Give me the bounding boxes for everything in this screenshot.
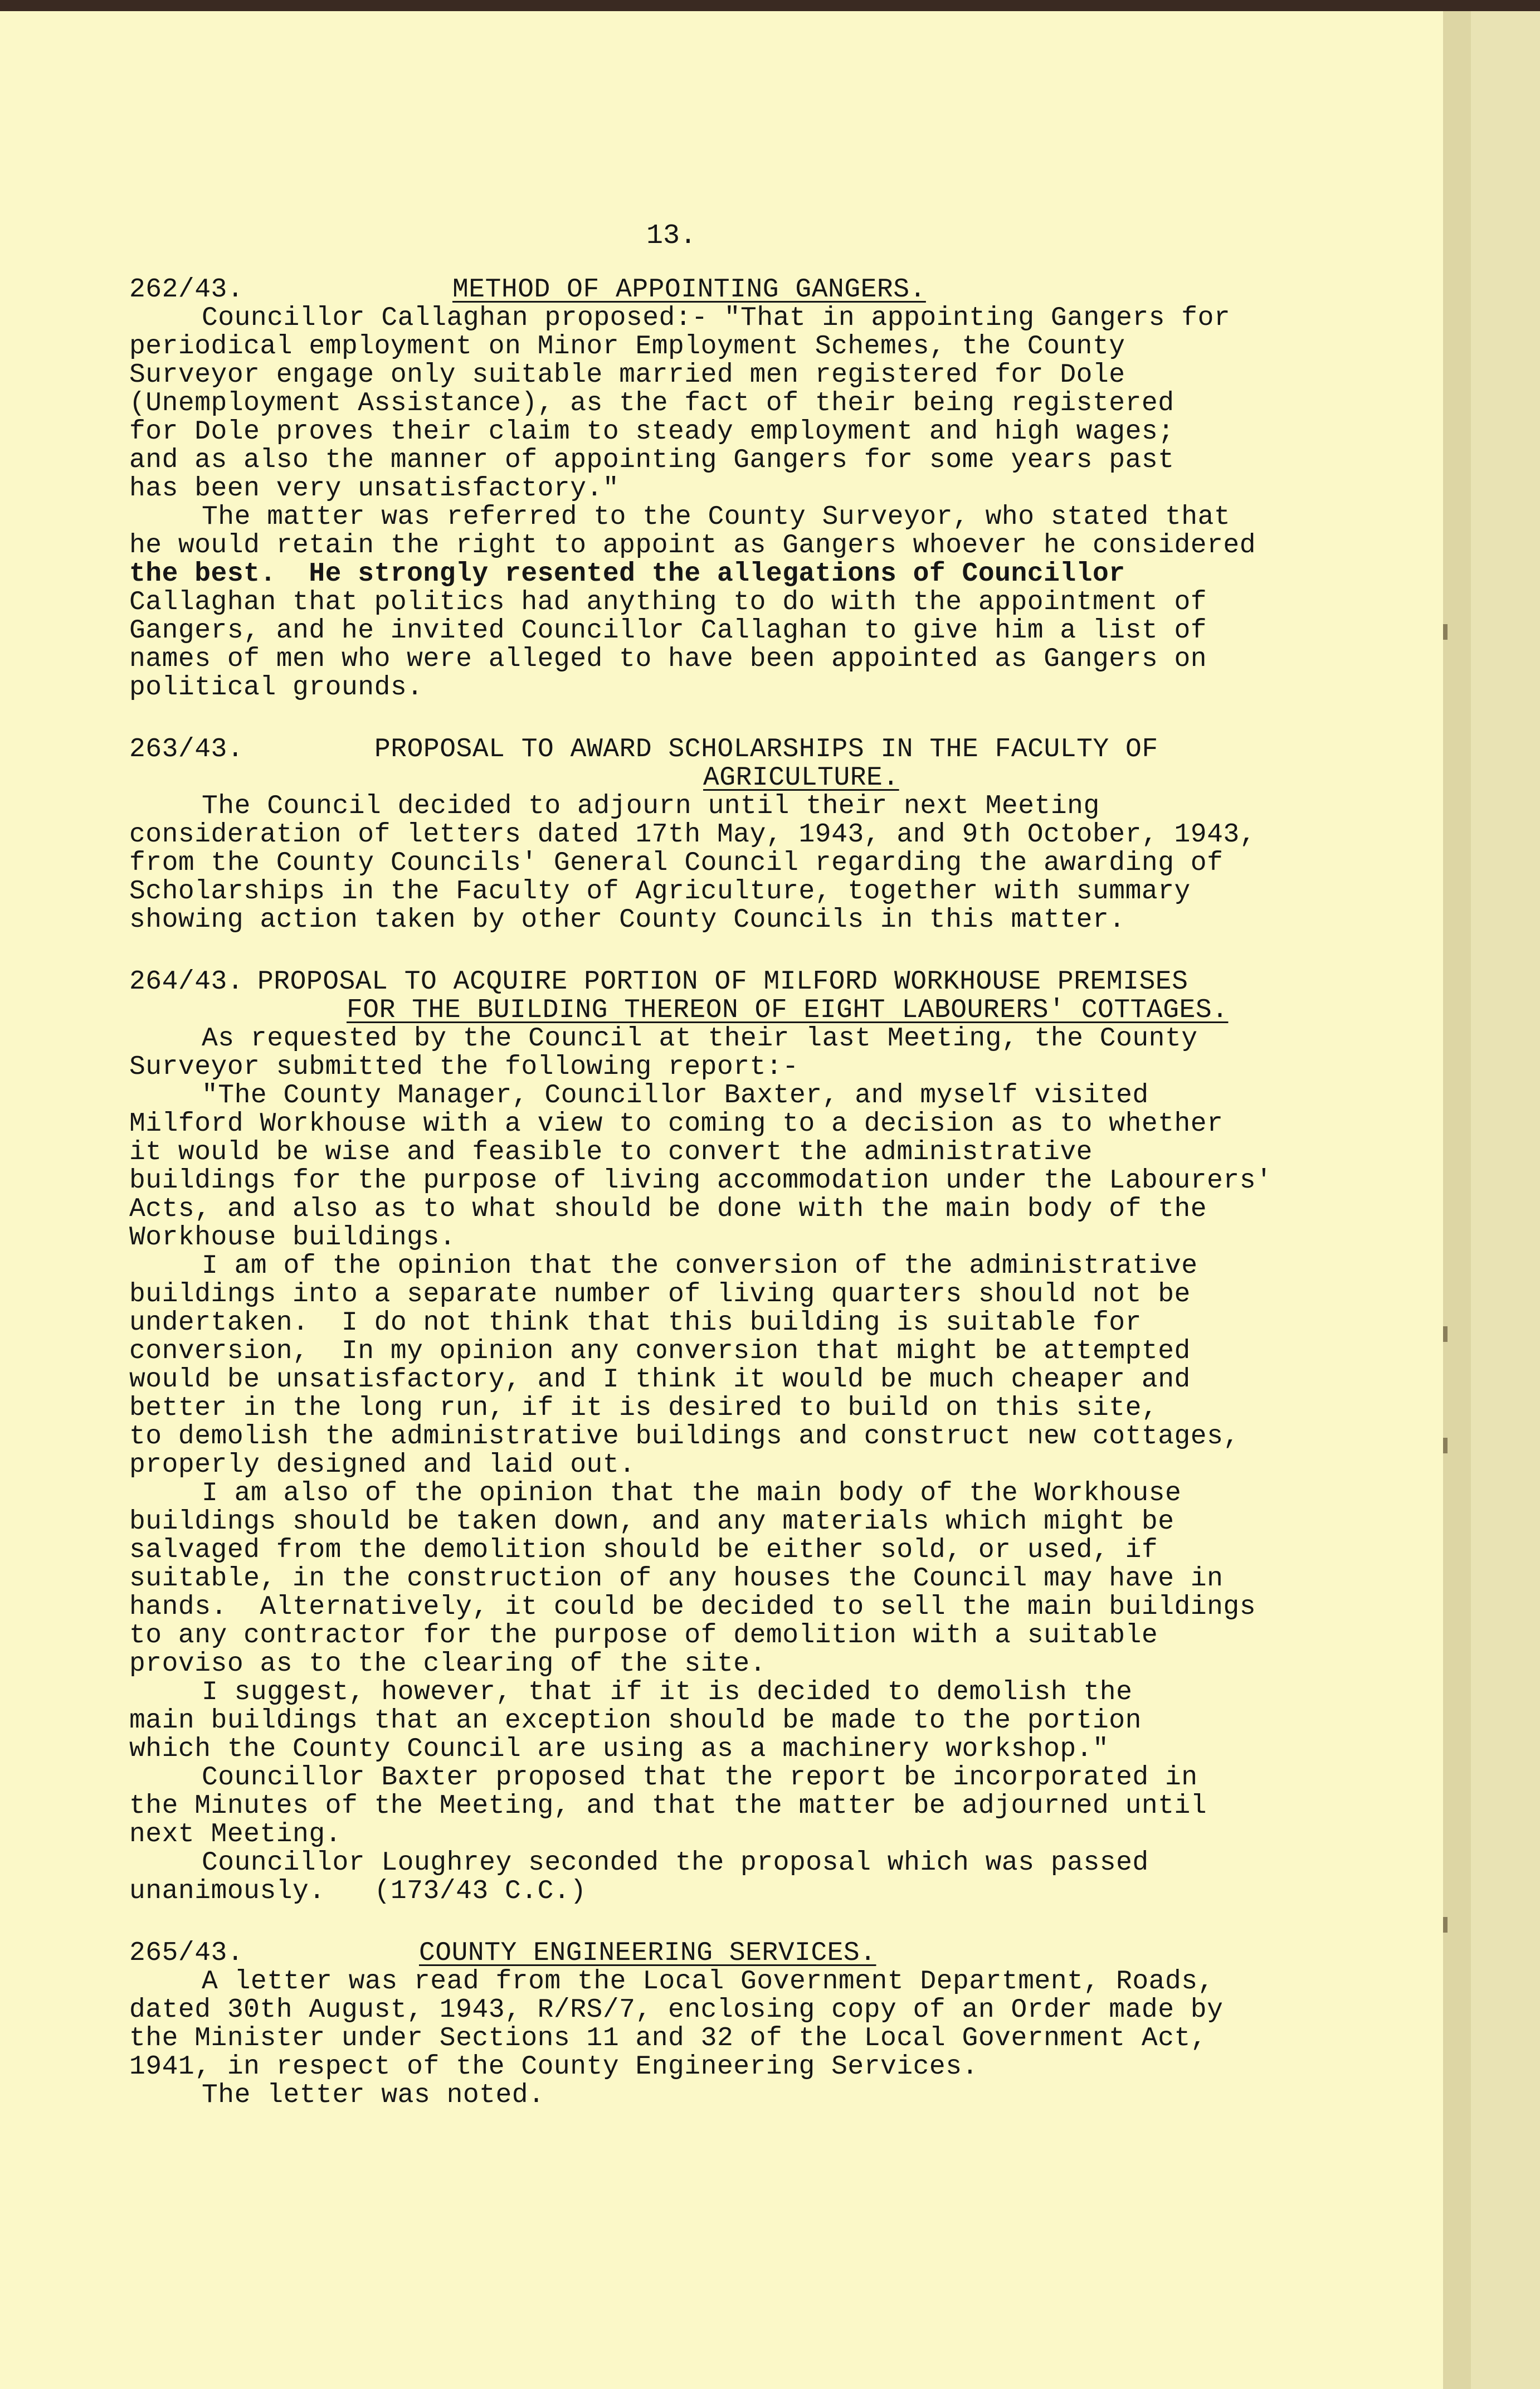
binding-mark (1443, 1917, 1448, 1933)
minute-title: COUNTY ENGINEERING SERVICES. (419, 1938, 876, 1968)
text-line: hands. Alternatively, it could be decided to sell the main buildings (129, 1592, 1256, 1622)
minute-number: 265/43. (129, 1938, 244, 1968)
text-line: main buildings that an exception should be made to the portion (129, 1706, 1142, 1736)
text-line: proviso as to the clearing of the site. (129, 1649, 766, 1679)
text-line: it would be wise and feasible to convert the administrative (129, 1137, 1093, 1167)
text-line: Councillor Baxter proposed that the report be incorporated in (202, 1763, 1198, 1793)
text-line: he would retain the right to appoint as Gangers whoever he considered (129, 531, 1256, 561)
text-line: from the County Councils' General Council regarding the awarding of (129, 848, 1224, 878)
text-line: suitable, in the construction of any houses the Council may have in (129, 1564, 1224, 1594)
text-line: salvaged from the demolition should be either sold, or used, if (129, 1535, 1158, 1565)
text-line: and as also the manner of appointing Gangers for some years past (129, 445, 1175, 475)
text-line: Milford Workhouse with a view to coming to a decision as to whether (129, 1109, 1224, 1139)
text-line: Councillor Callaghan proposed:- "That in appointing Gangers for (202, 303, 1231, 333)
text-line: the Minutes of the Meeting, and that the matter be adjourned until (129, 1791, 1207, 1821)
text-line: Councillor Loughrey seconded the proposal which was passed (202, 1848, 1149, 1878)
minute-number: 263/43. (129, 734, 244, 765)
minute-number: 264/43. (129, 967, 244, 997)
text-line: names of men who were alleged to have been appointed as Gangers on (129, 644, 1207, 674)
minute-title-line: FOR THE BUILDING THEREON OF EIGHT LABOURERS' COTTAGES. (347, 995, 1229, 1025)
minute-heading (129, 968, 1316, 996)
text-line: Gangers, and he invited Councillor Callaghan to give him a list of (129, 616, 1207, 646)
text-line: buildings for the purpose of living accommodation under the Labourers' (129, 1166, 1273, 1196)
text-line: periodical employment on Minor Employment Schemes, the County (129, 332, 1125, 362)
text-line: to any contractor for the purpose of demolition with a suitable (129, 1621, 1158, 1651)
text-line: I am of the opinion that the conversion of the administrative (202, 1251, 1198, 1281)
page-edge (1471, 11, 1540, 2389)
text-line: buildings into a separate number of living quarters should not be (129, 1279, 1191, 1310)
binding-mark (1443, 1438, 1448, 1453)
binding-mark (1443, 1326, 1448, 1342)
minute-title-continued (129, 996, 1316, 1025)
text-line: A letter was read from the Local Government Department, Roads, (202, 1967, 1214, 1997)
minute-heading (129, 1939, 1316, 1968)
text-line: next Meeting. (129, 1819, 342, 1850)
text-line: The matter was referred to the County Surveyor, who stated that (202, 502, 1231, 532)
text-line: Surveyor submitted the following report:- (129, 1052, 799, 1082)
text-line: undertaken. I do not think that this building is suitable for (129, 1308, 1142, 1338)
minutes-text (129, 212, 1316, 2110)
text-line: conversion, In my opinion any conversion that might be attempted (129, 1336, 1191, 1366)
text-line: (Unemployment Assistance), as the fact of their being registered (129, 388, 1175, 419)
text-line: buildings should be taken down, and any materials which might be (129, 1507, 1175, 1537)
text-line: which the County Council are using as a machinery workshop." (129, 1734, 1109, 1764)
text-line: I am also of the opinion that the main body of the Workhouse (202, 1478, 1182, 1509)
text-line: dated 30th August, 1943, R/RS/7, enclosing copy of an Order made by (129, 1995, 1224, 2025)
page-number: 13. (646, 220, 697, 252)
text-line: I suggest, however, that if it is decided to demolish the (202, 1677, 1133, 1707)
text-line: The letter was noted. (202, 2080, 545, 2110)
minute-title-continued (129, 764, 1316, 792)
minute-number: 262/43. (129, 275, 244, 305)
text-line: "The County Manager, Councillor Baxter, and myself visited (202, 1081, 1149, 1111)
binding-mark (1443, 624, 1448, 640)
text-line: unanimously. (173/43 C.C.) (129, 1876, 587, 1906)
minute-heading (129, 736, 1316, 764)
text-line: has been very unsatisfactory." (129, 474, 620, 504)
text-line: showing action taken by other County Councils in this matter. (129, 905, 1125, 935)
text-line: As requested by the Council at their last Meeting, the County (202, 1024, 1198, 1054)
text-line: would be unsatisfactory, and I think it would be much cheaper and (129, 1365, 1191, 1395)
minute-title: PROPOSAL TO ACQUIRE PORTION OF MILFORD WORKHOUSE PREMISES (257, 967, 1188, 997)
text-line: Callaghan that politics had anything to do with the appointment of (129, 587, 1207, 617)
text-line: to demolish the administrative buildings and construct new cottages, (129, 1422, 1240, 1452)
text-line: Surveyor engage only suitable married men registered for Dole (129, 360, 1125, 390)
text-line: better in the long run, if it is desired to build on this site, (129, 1393, 1158, 1423)
text-line: the best. He strongly resented the allegations of Councillor (129, 559, 1125, 589)
text-line: Workhouse buildings. (129, 1223, 456, 1253)
text-line: Scholarships in the Faculty of Agriculture, together with summary (129, 877, 1191, 907)
text-line: political grounds. (129, 673, 423, 703)
text-line: for Dole proves their claim to steady employment and high wages; (129, 417, 1175, 447)
minute-title-line: AGRICULTURE. (703, 763, 899, 793)
minute-heading (129, 276, 1316, 304)
text-line: Acts, and also as to what should be done with the main body of the (129, 1194, 1207, 1224)
text-line: The Council decided to adjourn until their next Meeting (202, 791, 1100, 821)
text-line: the Minister under Sections 11 and 32 of the Local Government Act, (129, 2023, 1207, 2054)
minute-title: METHOD OF APPOINTING GANGERS. (452, 275, 926, 305)
minute-title: PROPOSAL TO AWARD SCHOLARSHIPS IN THE FACULTY OF (374, 734, 1158, 765)
text-line: properly designed and laid out. (129, 1450, 636, 1480)
text-line: 1941, in respect of the County Engineering Services. (129, 2052, 978, 2082)
text-line: consideration of letters dated 17th May, 1943, and 9th October, 1943, (129, 820, 1256, 850)
